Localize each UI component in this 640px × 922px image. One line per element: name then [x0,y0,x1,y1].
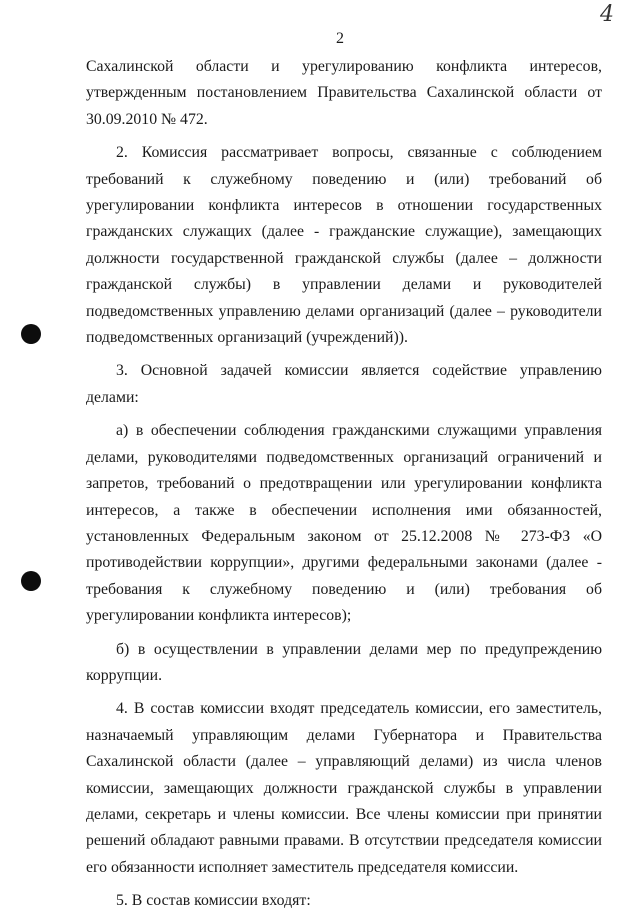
page-number: 2 [336,30,344,47]
paragraph-item-4: 4. В состав комиссии входят председатель комиссии, его заместитель, назначаемый управляющим делами Губернатора и Правительства Сахалинской области (далее – управляющий делами) из числа членов комиссии, замещающих должности гражданской службы в управлении делами, секретарь и члены комиссии. Все члены комиссии при принятии решений обладают равными правами. В отсутствии председателя комиссии его обязанности исполняет заместитель председателя комиссии. [86,700,602,876]
punch-hole-bottom [21,571,41,591]
paragraph-item-3b: б) в осуществлении в управлении делами мер по предупреждению коррупции. [86,640,602,684]
handwritten-page-mark: 4 [600,2,614,27]
paragraph-item-5: 5. В состав комиссии входят: [116,892,311,910]
paragraph-item-3a: а) в обеспечении соблюдения гражданскими служащими управления делами, руководителями подведомственных организаций ограничений и запретов, требований о предотвращении или урегулировании конфликта интересов, а также в обеспечении исполнения ими обязанностей, установленных Федеральным законом от 25.12.2008 № 273-ФЗ «О противодействии коррупции», другими федеральными законами (далее - требования к служебному поведению и (или) требования об урегулировании конфликта интересов); [86,422,602,625]
paragraph-continuation: Сахалинской области и урегулированию конфликта интересов, утвержденным постановлением Правительства Сахалинской области от 30.09.2010 № 472. [86,58,602,128]
paragraph-item-2: 2. Комиссия рассматривает вопросы, связанные с соблюдением требований к служебному поведению и (или) требований об урегулировании конфликта интересов в отношении государственных гражданских служащих (далее - гражданские служащие), замещающих должности государственной гражданской службы (далее – должности гражданской службы) в управлении делами и руководителей подведомственных управлению делами организаций (далее – руководители подведомственных организаций (учреждений)). [86,144,602,347]
paragraph-item-3: 3. Основной задачей комиссии является содействие управлению делами: [86,362,602,406]
document-body [86,54,602,922]
punch-hole-top [21,324,41,344]
